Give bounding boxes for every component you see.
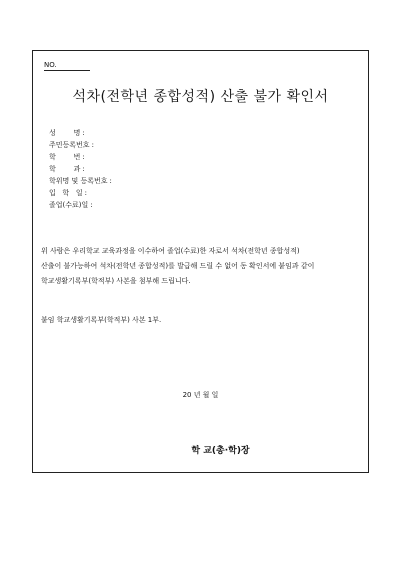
field-label-department: 학 과 bbox=[49, 165, 81, 173]
issue-date: 20 년 월 일 bbox=[182, 391, 219, 399]
field-label-admission-date: 입 학 일 bbox=[49, 189, 83, 197]
document-number-label: NO. bbox=[44, 61, 90, 71]
field-row-degree bbox=[49, 175, 112, 187]
field-label-resident-number: 주민등록번호 bbox=[49, 141, 90, 149]
field-row-department bbox=[49, 163, 112, 175]
field-colon: : bbox=[82, 129, 85, 137]
field-row-admission-date bbox=[49, 187, 112, 199]
certificate-body bbox=[41, 244, 365, 289]
body-line: 산출이 불가능하여 석차(전학년 종합성적)를 발급해 드릴 수 없어 동 확인서에 붙임과 같이 bbox=[41, 262, 315, 270]
field-row-student-id bbox=[49, 151, 112, 163]
field-row-graduation-date bbox=[49, 199, 112, 211]
field-label-degree: 학위명 및 등록번호 bbox=[49, 177, 108, 185]
field-row-resident-number bbox=[49, 139, 112, 151]
body-line: 학교생활기록부(학적부) 사본을 첨부해 드립니다. bbox=[41, 277, 191, 285]
applicant-fields bbox=[49, 127, 112, 211]
field-colon: : bbox=[90, 201, 93, 209]
signer-title: 학 교(총·학)장 bbox=[191, 446, 250, 456]
field-colon: : bbox=[91, 141, 94, 149]
attachment-note: 붙임 학교생활기록부(학적부) 사본 1부. bbox=[41, 316, 162, 324]
field-label-name: 성 명 bbox=[49, 129, 81, 137]
field-colon: : bbox=[82, 165, 85, 173]
field-label-graduation-date: 졸업(수료)일 bbox=[49, 201, 89, 209]
field-colon: : bbox=[82, 153, 85, 161]
field-label-student-id: 학 번 bbox=[49, 153, 81, 161]
field-colon: : bbox=[84, 189, 87, 197]
document-title: 석차(전학년 종합성적) 산출 불가 확인서 bbox=[72, 89, 329, 105]
body-line: 위 사람은 우리학교 교육과정을 이수하여 졸업(수료)한 자로서 석차(전학년 종합성적) bbox=[41, 247, 300, 255]
field-row-name bbox=[49, 127, 112, 139]
field-colon: : bbox=[109, 177, 112, 185]
